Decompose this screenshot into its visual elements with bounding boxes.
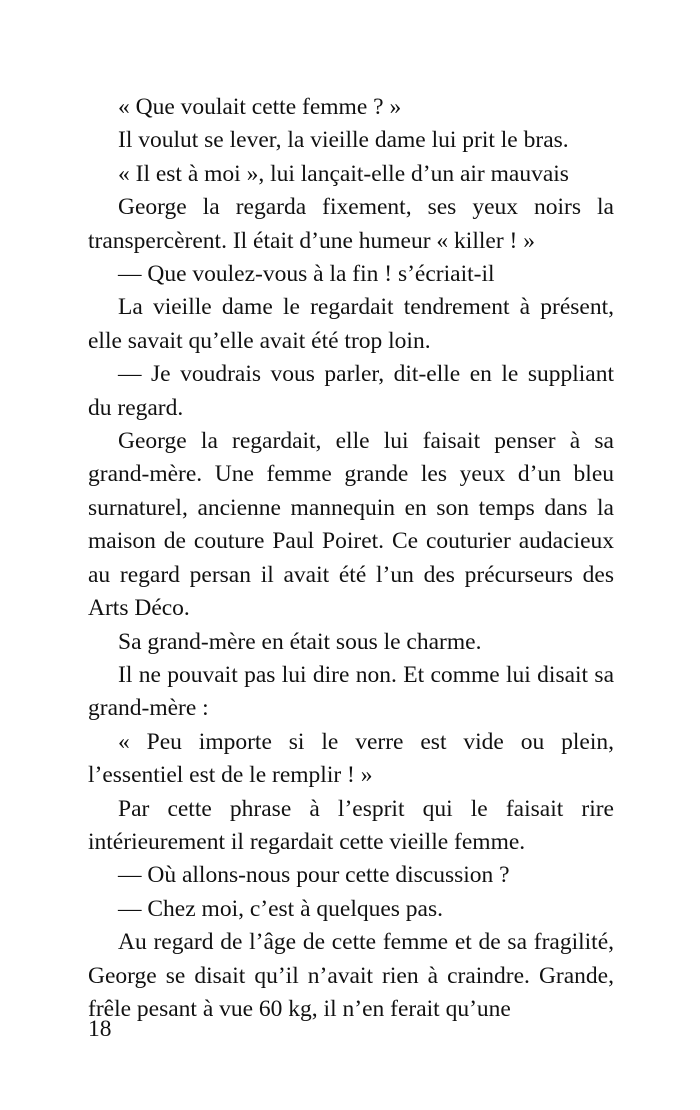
paragraph-13: — Où allons-nous pour cette discussion ? xyxy=(118,862,510,889)
paragraph-7: — Je voudrais vous parler, dit-elle en le suppliant du regard. xyxy=(88,361,614,421)
paragraph-2: Il voulut se lever, la vieille dame lui prit le bras. xyxy=(118,127,569,154)
paragraph-6: La vieille dame le regardait tendrement à présent, elle savait qu’elle avait été trop loin. xyxy=(88,294,614,354)
paragraph-5: — Que voulez-vous à la fin ! s’écriait-il xyxy=(118,261,495,288)
paragraph-3: « Il est à moi », lui lançait-elle d’un air mauvais xyxy=(118,160,569,187)
paragraph-4: George la regarda fixement, ses yeux noirs la transpercèrent. Il était d’une humeur « killer ! » xyxy=(88,194,614,254)
body-text xyxy=(88,91,614,1026)
paragraph-15: Au regard de l’âge de cette femme et de sa fragilité, George se disait qu’il n’avait rien à craindre. Grande, frêle pesant à vue 60 kg, il n’en ferait qu’une xyxy=(88,929,614,1022)
paragraph-1: « Que voulait cette femme ? » xyxy=(118,94,402,120)
paragraph-12: Par cette phrase à l’esprit qui le faisait rire intérieurement il regardait cette vieille femme. xyxy=(88,795,614,855)
paragraph-10: Il ne pouvait pas lui dire non. Et comme lui disait sa grand-mère : xyxy=(88,661,614,722)
paragraph-14: — Chez moi, c’est à quelques pas. xyxy=(118,895,443,922)
paragraph-8: George la regardait, elle lui faisait penser à sa grand-mère. Une femme grande les yeux d’un bleu surnaturel, ancienne mannequin en son temps dans la maison de couture Paul Poiret. Ce couturier audacieux au regard persan il avait été l’un des précurseurs des Arts Déco. xyxy=(88,428,614,622)
paragraph-9: Sa grand-mère en était sous le charme. xyxy=(118,628,482,655)
page-number: 18 xyxy=(88,1016,112,1042)
paragraph-11: « Peu importe si le verre est vide ou plein, l’essentiel est de le remplir ! » xyxy=(88,728,614,789)
